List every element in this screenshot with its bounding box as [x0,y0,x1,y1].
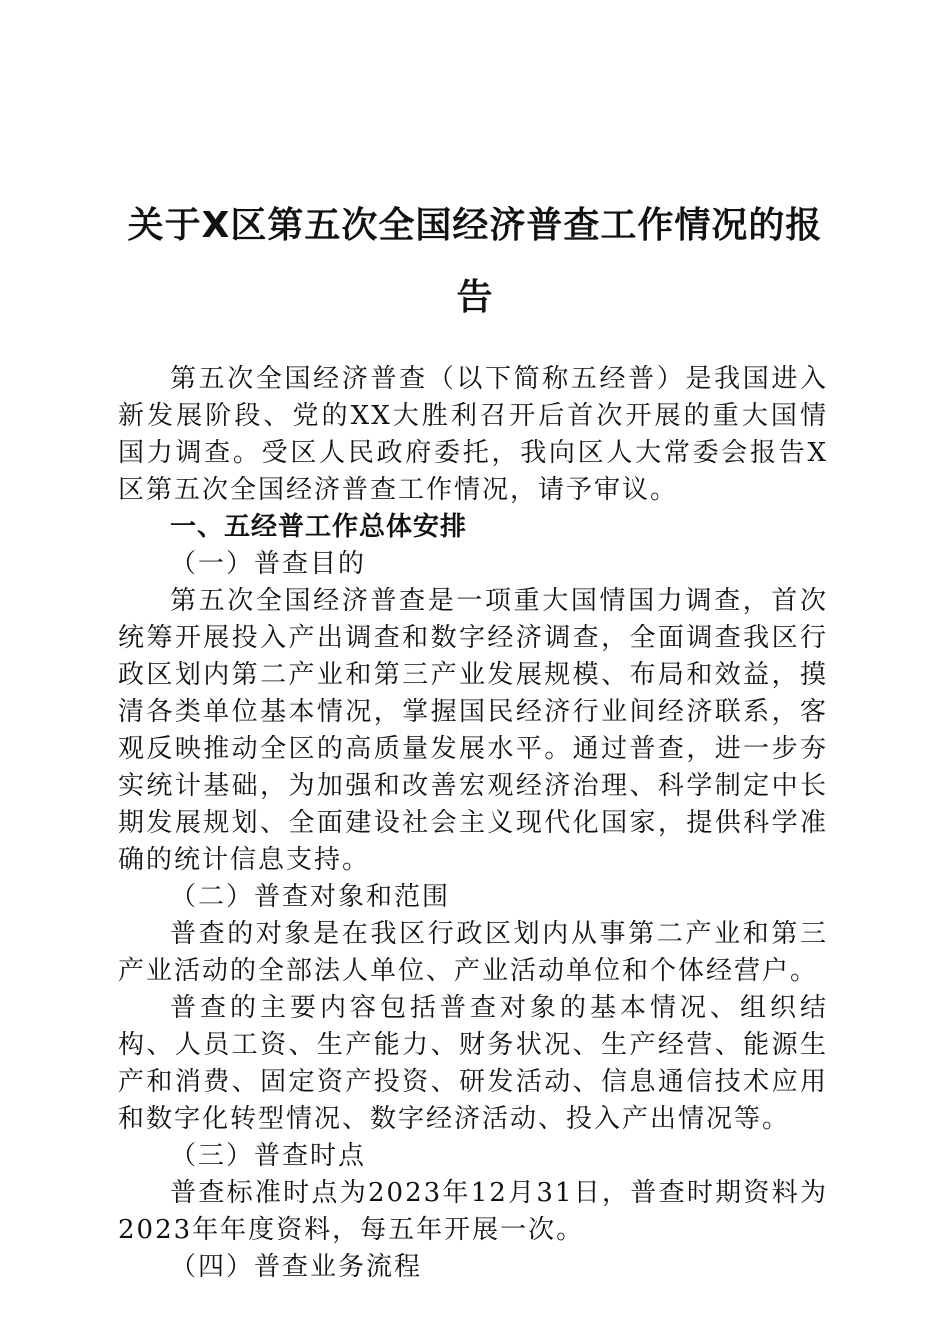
subsection-heading-timepoint: （三）普查时点 [170,1141,367,1171]
subsection-heading-purpose: （一）普查目的 [170,549,367,579]
subsection-heading-scope: （二）普查对象和范围 [170,882,451,912]
intro-paragraph: 第五次全国经济普查（以下简称五经普）是我国进入新发展阶段、党的XX大胜利召开后首次开展的重大国情国力调查。受区人民政府委托，我向区人大常委会报告X区第五次全国经济普查工作情况，请予审议。 [118,364,828,505]
section-heading-1: 一、五经普工作总体安排 [170,512,468,542]
document-body [118,361,828,1286]
scope-paragraph-2: 普查的主要内容包括普查对象的基本情况、组织结构、人员工资、生产能力、财务状况、生产经营、能源生产和消费、固定资产投资、研发活动、信息通信技术应用和数字化转型情况、数字经济活动、投入产出情况等。 [118,993,828,1134]
subsection-heading-workflow: （四）普查业务流程 [170,1252,423,1282]
title-line-2: 告 [456,277,494,318]
purpose-paragraph: 第五次全国经济普查是一项重大国情国力调查，首次统筹开展投入产出调查和数字经济调查，全面调查我区行政区划内第二产业和第三产业发展规模、布局和效益，摸清各类单位基本情况，掌握国民经济行业间经济联系，客观反映推动全区的高质量发展水平。通过普查，进一步夯实统计基础，为加强和改善宏观经济治理、科学制定中长期发展规划、全面建设社会主义现代化国家，提供科学准确的统计信息支持。 [118,586,828,875]
document-title [118,190,832,334]
timepoint-paragraph: 普查标准时点为2023年12月31日，普查时期资料为2023年年度资料，每五年开展一次。 [118,1178,828,1245]
title-line-1: 关于X区第五次全国经济普查工作情况的报 [127,205,823,246]
scope-paragraph-1: 普查的对象是在我区行政区划内从事第二产业和第三产业活动的全部法人单位、产业活动单位和个体经营户。 [118,919,828,986]
